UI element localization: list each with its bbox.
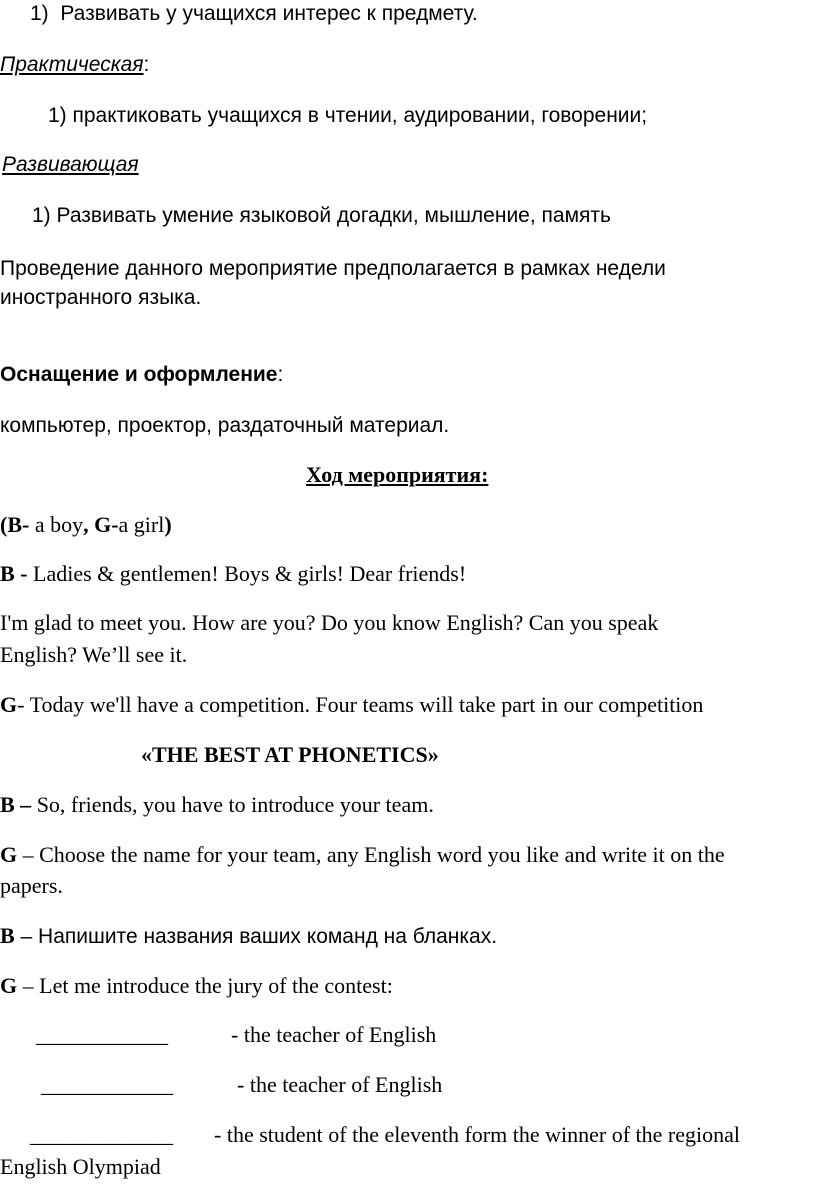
jury-blank: ____________ — [36, 1022, 168, 1047]
event-heading: Ход мероприятия: — [306, 462, 489, 487]
dialogue-text: «THE BEST AT PHONETICS» — [141, 742, 439, 767]
jury-role: - the student of the eleventh form the winner of the regional — [214, 1122, 740, 1147]
dialogue-line — [0, 842, 725, 868]
dialogue-line — [0, 873, 63, 899]
equipment-heading — [0, 363, 283, 387]
list-number: 1) — [30, 2, 49, 25]
practical-item: 1) практиковать учащихся в чтении, аудировании, говорении; — [48, 104, 648, 127]
equipment-items: компьютер, проектор, раздаточный материал. — [0, 414, 450, 437]
dialogue-line — [0, 642, 187, 668]
legend-girl: a girl — [118, 512, 165, 537]
dialogue-text: papers. — [0, 873, 63, 898]
legend-close: ) — [164, 512, 172, 537]
developing-heading — [2, 153, 139, 177]
jury-blank: ____________ — [41, 1072, 173, 1097]
dialogue-text: – Напишите названия ваших команд на бланках. — [14, 925, 498, 948]
dialogue-text: - Today we'll have a competition. Four teams will take part in our competition — [17, 692, 704, 717]
jury-blank: _____________ — [30, 1122, 173, 1147]
practical-label: Практическая — [0, 53, 144, 76]
speaker-label: B — [0, 923, 15, 948]
dialogue-text: – Choose the name for your team, any English word you like and write it on the — [17, 842, 725, 867]
dialogue-line — [0, 792, 434, 818]
competition-title — [141, 742, 439, 768]
equipment-label: Оснащение и оформление — [0, 363, 278, 386]
goal-text: Развивать у учащихся интерес к предмету. — [60, 2, 478, 25]
legend-open: (B- — [0, 512, 30, 537]
speaker-label: B - — [0, 561, 33, 586]
speaker-label: G — [0, 842, 18, 867]
equipment-colon: : — [277, 363, 284, 386]
intro-line-1: Проведение данного мероприятие предполагается в рамках недели — [0, 257, 666, 280]
jury-role: - the teacher of English — [231, 1022, 437, 1047]
dialogue-text: English? We’ll see it. — [0, 642, 188, 667]
practical-heading — [0, 53, 149, 77]
dialogue-text: Ladies & gentlemen! Boys & girls! Dear friends! — [33, 561, 467, 586]
jury-role: - the teacher of English — [237, 1072, 443, 1097]
speaker-legend — [0, 512, 172, 538]
legend-girl-prefix: , G- — [83, 512, 119, 537]
dialogue-line — [0, 610, 658, 636]
dialogue-line — [0, 692, 703, 718]
jury-role-continued: English Olympiad — [0, 1154, 161, 1179]
goal-item-1 — [30, 2, 478, 26]
dialogue-text: I'm glad to meet you. How are you? Do you know English? Can you speak — [0, 610, 659, 635]
dialogue-line — [0, 561, 466, 587]
speaker-label: B – — [0, 792, 37, 817]
dialogue-line — [0, 973, 393, 999]
dialogue-text: – Let me introduce the jury of the contest: — [17, 973, 393, 998]
legend-boy: a boy — [29, 512, 84, 537]
developing-label: Развивающая — [2, 153, 139, 176]
developing-item: 1) Развивать умение языковой догадки, мышление, память — [32, 204, 611, 227]
intro-line-2: иностранного языка. — [0, 286, 202, 309]
speaker-label: G — [0, 692, 18, 717]
dialogue-line — [0, 923, 497, 949]
speaker-label: G — [0, 973, 18, 998]
practical-colon: : — [143, 53, 150, 76]
dialogue-text: So, friends, you have to introduce your team. — [36, 792, 434, 817]
